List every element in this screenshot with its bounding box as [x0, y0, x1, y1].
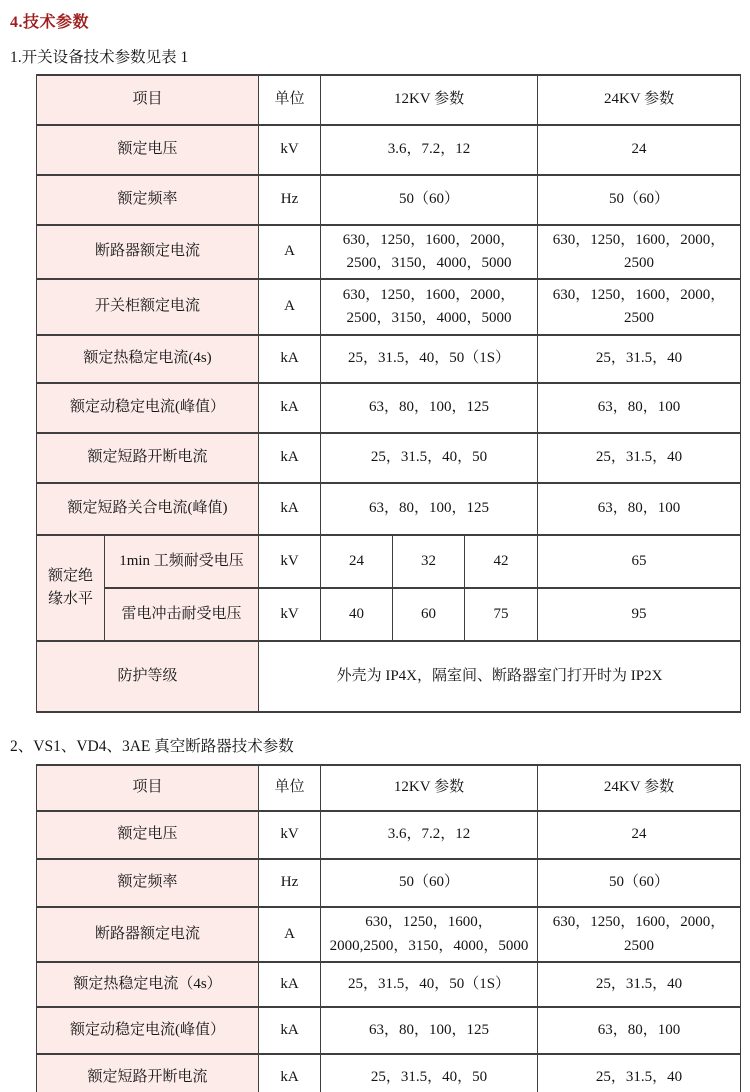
value-24kv-cell: 63，80，100 — [538, 483, 741, 535]
value-24kv-cell: 24 — [538, 811, 741, 859]
table1-row-cabinet-rated-current — [37, 279, 741, 335]
table1-switchgear-parameters — [36, 74, 741, 713]
row-label: 额定频率 — [37, 175, 259, 225]
unit-cell: Hz — [259, 859, 321, 907]
value-12kv-sub3: 42 — [465, 535, 538, 588]
unit-cell: kA — [259, 1007, 321, 1054]
unit-cell: kA — [259, 383, 321, 433]
table1-col-header-unit: 单位 — [259, 75, 321, 125]
table2-row-dynamic-current — [37, 1007, 741, 1054]
unit-cell: kA — [259, 962, 321, 1007]
row-label: 额定电压 — [37, 125, 259, 175]
value-12kv-cell: 630，1250，1600，2000,2500，3150，4000，5000 — [321, 907, 538, 962]
unit-cell: kV — [259, 125, 321, 175]
table2-col-header-24kv: 24KV 参数 — [538, 765, 741, 811]
table1-col-header-12kv: 12KV 参数 — [321, 75, 538, 125]
unit-cell: kA — [259, 483, 321, 535]
value-24kv-cell: 50（60） — [538, 859, 741, 907]
table1-row-breaker-rated-current — [37, 225, 741, 279]
value-12kv-cell: 630，1250，1600，2000，2500，3150，4000，5000 — [321, 279, 538, 335]
value-12kv-sub2: 32 — [393, 535, 465, 588]
table2-col-header-12kv: 12KV 参数 — [321, 765, 538, 811]
value-12kv-cell: 50（60） — [321, 859, 538, 907]
value-24kv-cell: 25，31.5，40 — [538, 433, 741, 483]
protection-value-cell: 外壳为 IP4X，隔室间、断路器室门打开时为 IP2X — [259, 641, 741, 712]
table1-col-header-24kv: 24KV 参数 — [538, 75, 741, 125]
row-label: 额定频率 — [37, 859, 259, 907]
row-label: 防护等级 — [37, 641, 259, 712]
value-12kv-sub2: 60 — [393, 588, 465, 641]
unit-cell: kA — [259, 335, 321, 383]
value-12kv-cell: 25，31.5，40，50 — [321, 433, 538, 483]
table1-row-protection-degree — [37, 641, 741, 712]
unit-cell: kV — [259, 811, 321, 859]
table1-row-dynamic-current — [37, 383, 741, 433]
table2-caption: 2、VS1、VD4、3AE 真空断路器技术参数 — [10, 738, 294, 755]
value-24kv-cell: 24 — [538, 125, 741, 175]
value-24kv-cell: 630，1250，1600，2000，2500 — [538, 225, 741, 279]
row-label: 额定动稳定电流(峰值） — [37, 383, 259, 433]
table2-row-breaking-current — [37, 1054, 741, 1092]
table1-caption: 1.开关设备技术参数见表 1 — [10, 49, 189, 66]
insulation-group-label: 额定绝缘水平 — [37, 535, 105, 641]
table1-row-thermal-current — [37, 335, 741, 383]
value-12kv-sub1: 24 — [321, 535, 393, 588]
unit-cell: A — [259, 279, 321, 335]
table1-row-lightning-impulse-withstand — [37, 588, 741, 641]
row-label: 额定电压 — [37, 811, 259, 859]
row-label: 雷电冲击耐受电压 — [105, 588, 259, 641]
table2-row-rated-frequency — [37, 859, 741, 907]
row-label: 额定热稳定电流（4s） — [37, 962, 259, 1007]
table1-row-making-current — [37, 483, 741, 535]
table1-row-breaking-current — [37, 433, 741, 483]
table2-col-header-item: 项目 — [37, 765, 259, 811]
value-24kv-cell: 25，31.5，40 — [538, 335, 741, 383]
unit-cell: kA — [259, 433, 321, 483]
unit-cell: kV — [259, 588, 321, 641]
row-label: 额定短路开断电流 — [37, 433, 259, 483]
value-24kv-cell: 95 — [538, 588, 741, 641]
value-12kv-cell: 3.6，7.2，12 — [321, 811, 538, 859]
value-12kv-cell: 63，80，100，125 — [321, 1007, 538, 1054]
table1-col-header-item: 项目 — [37, 75, 259, 125]
value-12kv-cell: 25，31.5，40，50（1S） — [321, 335, 538, 383]
unit-cell: A — [259, 907, 321, 962]
value-24kv-cell: 25，31.5，40 — [538, 1054, 741, 1092]
row-label: 1min 工频耐受电压 — [105, 535, 259, 588]
row-label: 额定热稳定电流(4s) — [37, 335, 259, 383]
value-12kv-cell: 50（60） — [321, 175, 538, 225]
unit-cell: A — [259, 225, 321, 279]
value-24kv-cell: 63，80，100 — [538, 383, 741, 433]
value-12kv-cell: 3.6，7.2，12 — [321, 125, 538, 175]
value-12kv-cell: 25，31.5，40，50（1S） — [321, 962, 538, 1007]
value-24kv-cell: 63，80，100 — [538, 1007, 741, 1054]
row-label: 额定动稳定电流(峰值） — [37, 1007, 259, 1054]
value-12kv-cell: 25，31.5，40，50 — [321, 1054, 538, 1092]
unit-cell: Hz — [259, 175, 321, 225]
table2-col-header-unit: 单位 — [259, 765, 321, 811]
row-label: 断路器额定电流 — [37, 907, 259, 962]
value-24kv-cell: 65 — [538, 535, 741, 588]
table1-row-rated-frequency — [37, 175, 741, 225]
value-12kv-cell: 63，80，100，125 — [321, 483, 538, 535]
value-24kv-cell: 50（60） — [538, 175, 741, 225]
table2-header-row — [37, 765, 741, 811]
table1-row-rated-voltage — [37, 125, 741, 175]
value-12kv-sub3: 75 — [465, 588, 538, 641]
unit-cell: kV — [259, 535, 321, 588]
row-label: 额定短路关合电流(峰值) — [37, 483, 259, 535]
value-12kv-cell: 63，80，100，125 — [321, 383, 538, 433]
value-24kv-cell: 25，31.5，40 — [538, 962, 741, 1007]
unit-cell: kA — [259, 1054, 321, 1092]
value-24kv-cell: 630，1250，1600，2000，2500 — [538, 279, 741, 335]
row-label: 断路器额定电流 — [37, 225, 259, 279]
table2-row-breaker-rated-current — [37, 907, 741, 962]
table2-row-rated-voltage — [37, 811, 741, 859]
table2-vacuum-breaker-parameters — [36, 764, 741, 1092]
table2-row-thermal-current — [37, 962, 741, 1007]
value-12kv-cell: 630，1250，1600，2000，2500，3150，4000，5000 — [321, 225, 538, 279]
row-label: 额定短路开断电流 — [37, 1054, 259, 1092]
table1-row-power-frequency-withstand — [37, 535, 741, 588]
row-label: 开关柜额定电流 — [37, 279, 259, 335]
section-heading: 4.技术参数 — [10, 14, 90, 31]
value-24kv-cell: 630，1250，1600，2000，2500 — [538, 907, 741, 962]
table1-header-row — [37, 75, 741, 125]
value-12kv-sub1: 40 — [321, 588, 393, 641]
